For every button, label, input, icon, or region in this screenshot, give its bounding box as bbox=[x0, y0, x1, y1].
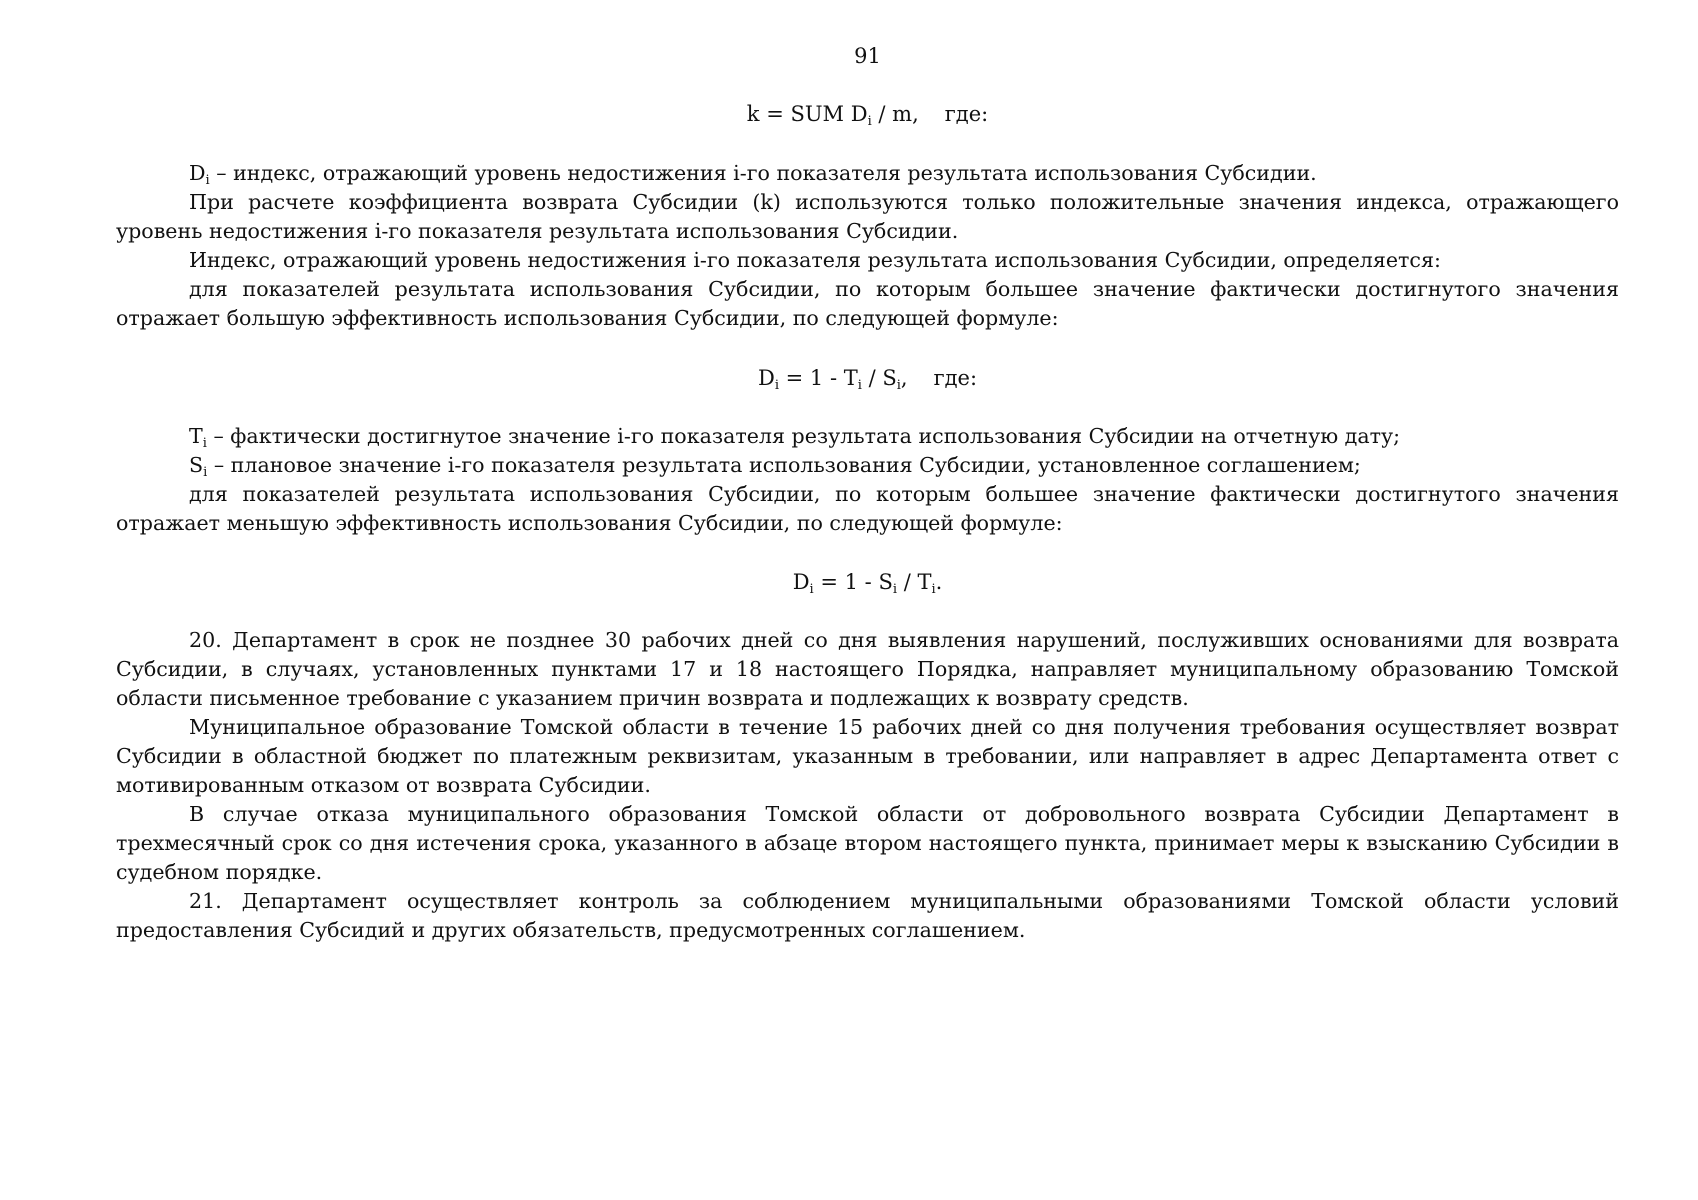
text-block-definitions bbox=[116, 159, 1619, 333]
paragraph-di-definition-text: – индекс, отражающий уровень недостижения i-го показателя результата использования Субсидии. bbox=[209, 161, 1317, 185]
paragraph-ti-definition-text: – фактически достигнутое значение i-го показателя результата использования Субсидии на отчетную дату; bbox=[206, 424, 1401, 448]
formula-di-lesser bbox=[116, 568, 1619, 596]
formula-di-greater bbox=[116, 364, 1619, 392]
formula-k-lhs: k = SUM D bbox=[746, 102, 868, 126]
paragraph-section-21: 21. Департамент осуществляет контроль за соблюдением муниципальными образованиями Томской области условий предоставления Субсидий и других обязательств, предусмотренных соглашением. bbox=[116, 889, 1619, 942]
symbol-t: T bbox=[189, 424, 203, 448]
symbol-s-sub: i bbox=[203, 465, 208, 480]
paragraph-si-definition bbox=[116, 451, 1619, 480]
paragraph-positive-values: При расчете коэффициента возврата Субсидии (k) используются только положительные значения индекса, отражающего уровень недостижения i-го показателя результата использования Субсидии. bbox=[116, 190, 1619, 243]
formula-di1-s-sub: i bbox=[896, 378, 901, 393]
formula-k-suffix: где: bbox=[944, 102, 989, 126]
symbol-d-sub: i bbox=[205, 173, 210, 188]
formula-di1-mid1: = 1 - T bbox=[778, 366, 858, 390]
formula-di1-t-sub: i bbox=[857, 378, 862, 393]
symbol-s: S bbox=[189, 453, 204, 477]
paragraph-section-20-second: Муниципальное образование Томской области в течение 15 рабочих дней со дня получения требования осуществляет возврат Субсидии в областной бюджет по платежным реквизитам, указанным в требовании, или направляет в адрес Департамента ответ с мотивированным отказом от возврата Субсидии. bbox=[116, 715, 1619, 797]
formula-di2-t-sub: i bbox=[931, 582, 936, 597]
formula-di2-s-sub: i bbox=[892, 582, 898, 597]
paragraph-section-20: 20. Департамент в срок не позднее 30 рабочих дней со дня выявления нарушений, послуживших основаниями для возврата Субсидии, в случаях, установленных пунктами 17 и 18 настоящего Порядка, направляет муниципальному образованию Томской области письменное требование с указанием причин возврата и подлежащих к возврату средств. bbox=[116, 628, 1619, 710]
formula-di2-mid1: = 1 - S bbox=[813, 570, 893, 594]
formula-di2-d-sub: i bbox=[809, 582, 814, 597]
paragraph-section-20-third: В случае отказа муниципального образования Томской области от добровольного возврата Субсидии Департамент в трехмесячный срок со дня истечения срока, указанного в абзаце втором настоящего пункта, принимает меры к взысканию Субсидии в судебном порядке. bbox=[116, 802, 1619, 884]
formula-di1-end: , bbox=[900, 366, 908, 390]
paragraph-index: Индекс, отражающий уровень недостижения i-го показателя результата использования Субсидии, определяется: bbox=[189, 248, 1441, 272]
page-number: 91 bbox=[854, 44, 881, 68]
formula-di2-d: D bbox=[792, 570, 810, 594]
formula-di2-end: . bbox=[935, 570, 943, 594]
paragraph-ti-definition bbox=[116, 422, 1619, 451]
formula-k-rhs: / m, bbox=[871, 102, 919, 126]
paragraph-greater-efficiency: для показателей результата использования Субсидии, по которым большее значение фактически достигнутого значения отражает большую эффективность использования Субсидии, по следующей формуле: bbox=[116, 277, 1619, 330]
text-block-sections-20-21 bbox=[116, 626, 1619, 945]
formula-di1-d: D bbox=[757, 366, 775, 390]
formula-di1-suffix: где: bbox=[933, 366, 978, 390]
formula-di2-mid2: / T bbox=[897, 570, 932, 594]
formula-di1-d-sub: i bbox=[774, 378, 779, 393]
paragraph-lesser-efficiency: для показателей результата использования Субсидии, по которым большее значение фактически достигнутого значения отражает меньшую эффективность использования Субсидии, по следующей формуле: bbox=[116, 482, 1619, 535]
symbol-t-sub: i bbox=[202, 436, 207, 451]
text-block-ti-si bbox=[116, 422, 1619, 538]
paragraph-si-definition-text: – плановое значение i-го показателя результата использования Субсидии, установленное соглашением; bbox=[207, 453, 1361, 477]
formula-k bbox=[116, 100, 1619, 128]
formula-di1-mid2: / S bbox=[861, 366, 897, 390]
paragraph-di-definition bbox=[116, 159, 1619, 188]
formula-k-sub: i bbox=[867, 114, 872, 129]
symbol-d: D bbox=[189, 161, 206, 185]
